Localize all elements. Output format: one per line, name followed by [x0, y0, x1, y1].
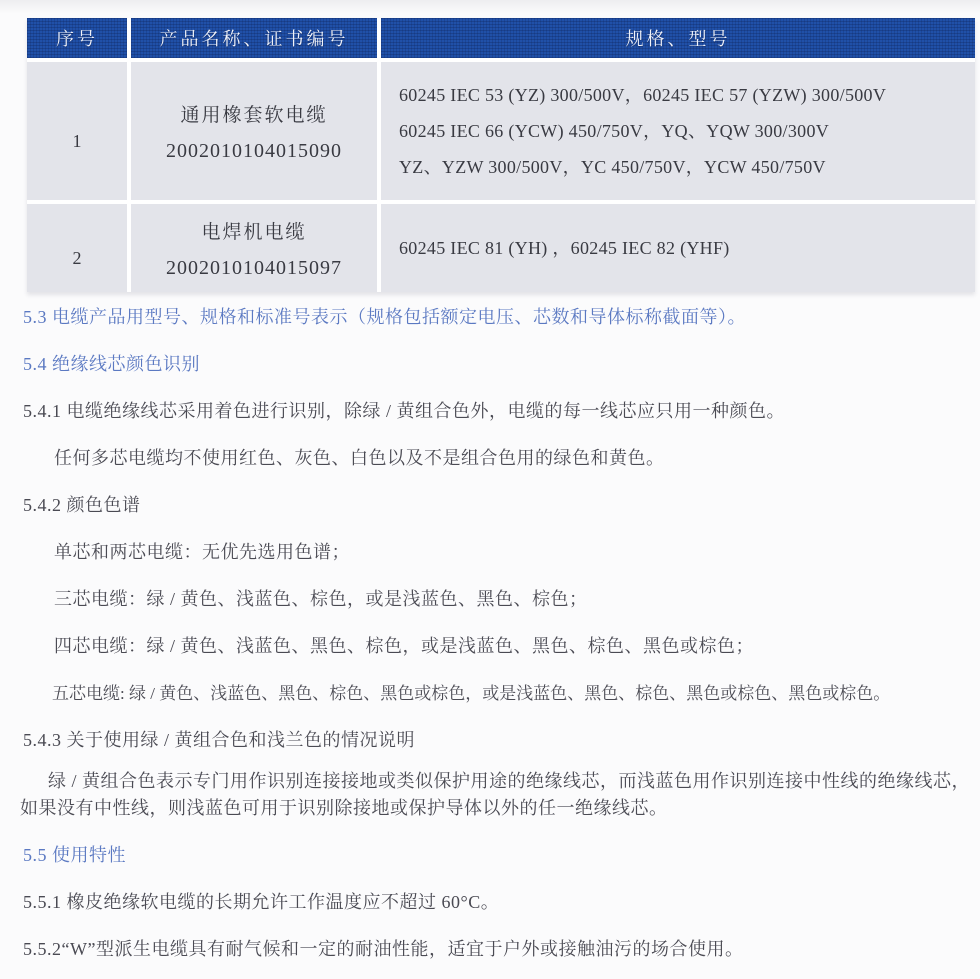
spec-line: 60245 IEC 53 (YZ) 300/500V，60245 IEC 57 (YZW) 300/500V	[399, 85, 887, 105]
color-list-three: 三芯电缆：绿 / 黄色、浅蓝色、棕色，或是浅蓝色、黑色、棕色；	[54, 588, 588, 609]
table-row2-product	[131, 204, 377, 292]
section-5-4-2: 5.4.2 颜色色谱	[23, 494, 141, 515]
section-5-4-3-body: 绿 / 黄组合色表示专门用作识别连接接地或类似保护用途的绝缘线芯，而浅蓝色用作识别连接中性线的绝缘线芯，如果没有中性线，则浅蓝色可用于识别除接地或保护导体以外的任一绝缘线芯。	[20, 771, 970, 818]
color-list-four: 四芯电缆：绿 / 黄色、浅蓝色、黑色、棕色，或是浅蓝色、黑色、棕色、黑色或棕色；	[54, 635, 754, 656]
color-list-five: 五芯电缆: 绿 / 黄色、浅蓝色、黑色、棕色、黑色或棕色，或是浅蓝色、黑色、棕色、黑色或棕色、黑色或棕色。	[52, 684, 891, 703]
section-5-3: 5.3 电缆产品用型号、规格和标准号表示（规格包括额定电压、芯数和导体标称截面等）。	[23, 306, 746, 327]
product-name: 通用橡套软电缆	[180, 104, 328, 126]
document-body	[0, 292, 980, 971]
product-name: 电焊机电缆	[201, 221, 307, 243]
spec-line: 60245 IEC 66 (YCW) 450/750V，YQ、YQW 300/300V	[399, 121, 830, 141]
section-5-5-2: 5.5.2“W”型派生电缆具有耐气候和一定的耐油性能，适宜于户外或接触油污的场合使用。	[23, 938, 744, 959]
certificate-number: 2002010104015097	[166, 256, 342, 279]
certificate-number: 2002010104015090	[166, 139, 342, 162]
spec-line: YZ、YZW 300/500V，YC 450/750V，YCW 450/750V	[399, 157, 826, 177]
table-header-spec-model: 规格、型号	[381, 18, 975, 58]
color-list-single: 单芯和两芯电缆：无优先选用色谱；	[54, 541, 350, 562]
table-row1-specs	[381, 62, 975, 200]
table-row1-product	[131, 62, 377, 200]
scan-edge-shading	[0, 0, 980, 14]
table-header-product-name: 产品名称、证书编号	[131, 18, 377, 58]
section-5-4-1: 5.4.1 电缆绝缘线芯采用着色进行识别，除绿 / 黄组合色外，电缆的每一线芯应只用一种颜色。	[23, 400, 785, 421]
table-row1-serial: 1	[27, 62, 127, 200]
section-5-4-3: 5.4.3 关于使用绿 / 黄组合色和浅兰色的情况说明	[23, 729, 415, 750]
table-row2-serial: 2	[27, 204, 127, 292]
section-5-4: 5.4 绝缘线芯颜色识别	[23, 353, 200, 374]
product-table	[27, 18, 975, 292]
spec-line: 60245 IEC 81 (YH) ，60245 IEC 82 (YHF)	[399, 238, 730, 258]
table-row2-specs	[381, 204, 975, 292]
section-5-4-1-note: 任何多芯电缆均不使用红色、灰色、白色以及不是组合色用的绿色和黄色。	[54, 447, 665, 468]
table-header-serial: 序号	[27, 18, 127, 58]
section-5-5-1: 5.5.1 橡皮绝缘软电缆的长期允许工作温度应不超过 60°C。	[23, 891, 500, 912]
section-5-5: 5.5 使用特性	[23, 844, 126, 865]
